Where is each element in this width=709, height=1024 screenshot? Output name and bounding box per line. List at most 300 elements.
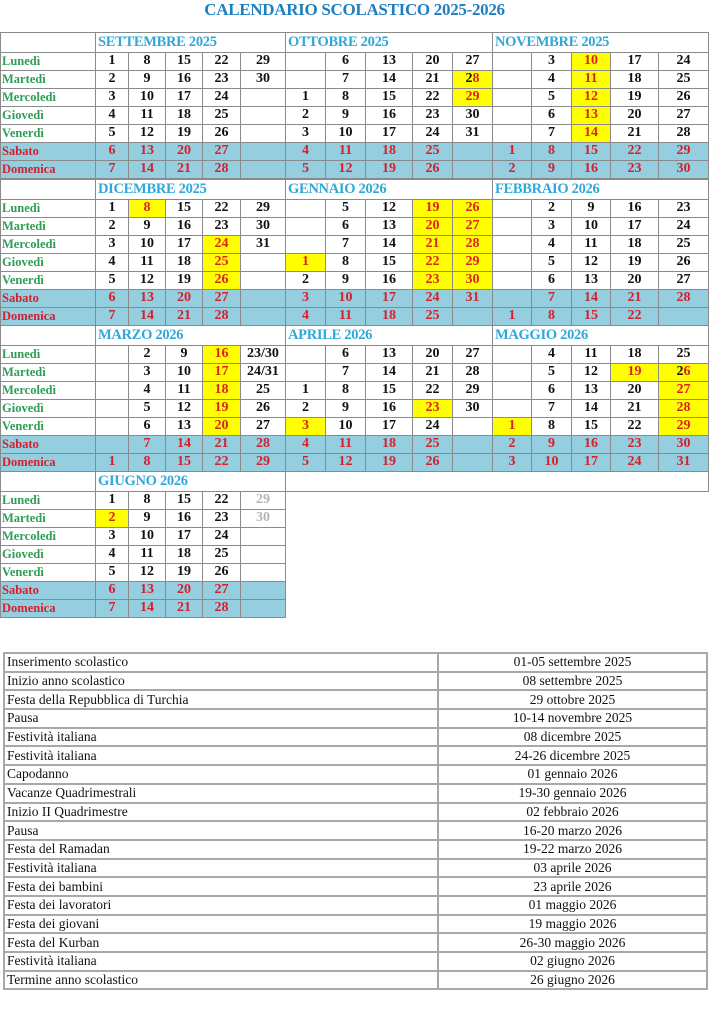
date-cell: [492, 435, 532, 454]
date-number: 19: [177, 272, 191, 287]
date-number: 1: [508, 308, 516, 323]
date-number: 6: [548, 107, 555, 122]
date-number: 25: [425, 143, 440, 158]
date-number: 8: [342, 254, 349, 269]
empty-date-cell: [240, 271, 286, 290]
date-cell: [412, 217, 453, 236]
date-number: 2: [508, 436, 516, 451]
empty-date-cell: [492, 399, 532, 418]
date-cell: [165, 527, 203, 546]
date-number: 28: [465, 236, 480, 251]
date-cell: [610, 199, 659, 218]
day-label: [0, 345, 96, 364]
date-cell: [128, 271, 166, 290]
date-number: 27: [214, 290, 229, 305]
date-number: 6: [108, 143, 116, 158]
date-number: 18: [627, 71, 642, 86]
date-cell: [285, 271, 326, 290]
date-number: 18: [177, 546, 191, 561]
empty-date-cell: [240, 289, 286, 308]
date-cell: [95, 271, 129, 290]
date-cell: [571, 235, 611, 254]
date-number: 31: [465, 290, 480, 305]
date-number: 10: [140, 236, 154, 251]
date-cell: [492, 160, 532, 179]
date-cell: [285, 399, 326, 418]
event-label: Pausa: [4, 821, 438, 840]
date-number: 22: [627, 143, 642, 158]
month-name: MARZO 2026: [98, 327, 184, 343]
event-row: [4, 709, 707, 728]
date-cell: [452, 363, 493, 382]
event-row: [4, 672, 707, 691]
empty-date-cell: [240, 563, 286, 582]
date-number: 26: [256, 400, 270, 415]
date-number: 29: [465, 254, 480, 269]
date-cell: [531, 363, 572, 382]
date-number: 20: [177, 290, 191, 305]
date-cell: [452, 345, 493, 364]
date-cell: [571, 381, 611, 400]
event-date: 01 maggio 2026: [438, 896, 707, 915]
event-label: Festa della Repubblica di Turchia: [4, 690, 438, 709]
date-cell: [165, 453, 203, 472]
day-label-text: Venerdì: [2, 273, 44, 287]
date-number: 12: [338, 161, 353, 176]
date-number: 22: [425, 382, 440, 397]
date-cell: [95, 509, 129, 528]
date-number: 18: [627, 236, 642, 251]
date-cell: [571, 307, 611, 326]
date-cell: [452, 381, 493, 400]
date-number: 10: [140, 89, 154, 104]
date-cell: [325, 307, 366, 326]
date-number: 13: [382, 346, 396, 361]
date-number: 27: [465, 53, 480, 68]
page-title: CALENDARIO SCOLASTICO 2025-2026: [204, 0, 505, 19]
date-cell: [610, 235, 659, 254]
date-cell: [658, 52, 709, 71]
date-cell: [285, 435, 326, 454]
date-cell: [492, 142, 532, 161]
date-number: 18: [177, 107, 191, 122]
date-number: 5: [108, 564, 116, 579]
date-number: 11: [140, 546, 154, 561]
date-cell: [202, 70, 241, 89]
date-number: 1: [302, 254, 309, 269]
date-number: 6: [108, 582, 116, 597]
date-cell: [412, 235, 453, 254]
date-cell: [165, 142, 203, 161]
date-number: 8: [143, 454, 151, 469]
date-cell: [571, 52, 611, 71]
date-cell: [365, 363, 413, 382]
date-cell: [202, 142, 241, 161]
date-cell: [240, 417, 286, 436]
empty-date-cell: [240, 124, 286, 143]
date-cell: [531, 235, 572, 254]
date-number: 2: [548, 200, 555, 215]
date-number: 5: [302, 454, 309, 469]
day-label-text: Mercoledì: [2, 529, 56, 543]
event-label: Festività italiana: [4, 952, 438, 971]
date-number: 24/31: [247, 364, 279, 379]
day-label: [0, 289, 96, 308]
event-row: [4, 877, 707, 896]
date-cell: [95, 581, 129, 600]
date-number: 10: [177, 364, 191, 379]
date-number: 2: [302, 272, 309, 287]
date-number: 8: [143, 53, 151, 68]
date-cell: [452, 289, 493, 308]
empty-date-cell: [492, 52, 532, 71]
date-number: 2: [508, 161, 516, 176]
date-number: 17: [627, 218, 642, 233]
date-number: [677, 364, 691, 379]
day-label: [0, 381, 96, 400]
day-label-text: Domenica: [2, 162, 56, 176]
date-number: 27: [676, 272, 691, 287]
empty-date-cell: [240, 88, 286, 107]
date-number: 15: [382, 89, 396, 104]
date-cell: [202, 491, 241, 510]
month-name: FEBBRAIO 2026: [495, 181, 600, 197]
event-row: [4, 728, 707, 747]
date-number: 2: [302, 107, 309, 122]
date-number: 30: [256, 510, 270, 525]
day-label: [0, 599, 96, 618]
date-cell: [571, 124, 611, 143]
date-cell: [610, 217, 659, 236]
date-number: 24: [425, 290, 440, 305]
date-cell: [531, 106, 572, 125]
date-cell: [285, 124, 326, 143]
event-row: [4, 784, 707, 803]
date-number: 17: [382, 418, 396, 433]
date-number: 4: [108, 546, 116, 561]
date-number: 14: [140, 600, 154, 615]
date-number: 11: [177, 382, 191, 397]
date-cell: [365, 381, 413, 400]
date-cell: [658, 217, 709, 236]
date-number: 28: [465, 364, 480, 379]
empty-date-cell: [492, 88, 532, 107]
date-cell: [452, 217, 493, 236]
day-label-text: Venerdì: [2, 565, 44, 579]
header-blank: [0, 471, 96, 492]
date-number: [466, 71, 480, 86]
month-name: NOVEMBRE 2025: [495, 34, 610, 50]
date-number: 16: [627, 200, 642, 215]
date-number: 31: [256, 236, 270, 251]
date-cell: [165, 235, 203, 254]
date-number: 4: [548, 71, 555, 86]
empty-date-cell: [285, 199, 326, 218]
date-cell: [658, 235, 709, 254]
date-number: 11: [140, 107, 154, 122]
date-number: 21: [627, 125, 642, 140]
date-cell: [128, 307, 166, 326]
event-row: [4, 896, 707, 915]
date-number: 9: [342, 272, 349, 287]
date-number: 20: [627, 272, 642, 287]
date-cell: [202, 307, 241, 326]
date-cell: [531, 345, 572, 364]
date-cell: [531, 289, 572, 308]
date-cell: [202, 563, 241, 582]
date-cell: [571, 199, 611, 218]
date-cell: [658, 453, 709, 472]
event-row: [4, 952, 707, 971]
date-cell: [325, 52, 366, 71]
empty-date-cell: [240, 253, 286, 272]
day-label: [0, 124, 96, 143]
date-cell: [165, 563, 203, 582]
date-number: 10: [584, 218, 598, 233]
date-cell: [571, 88, 611, 107]
date-number: 20: [425, 53, 440, 68]
date-number: 27: [214, 582, 229, 597]
date-number: 11: [140, 254, 154, 269]
date-number: 12: [584, 89, 598, 104]
header-blank: [0, 32, 96, 53]
date-number: 2: [108, 71, 116, 86]
date-number: 13: [382, 218, 396, 233]
date-number: 26: [214, 125, 229, 140]
date-number: 11: [584, 236, 598, 251]
date-number: 23: [214, 218, 229, 233]
date-number: 1: [508, 418, 516, 433]
date-cell: [610, 307, 659, 326]
date-number: 23: [676, 200, 691, 215]
date-number: 11: [338, 308, 353, 323]
empty-date-cell: [452, 307, 493, 326]
date-cell: [165, 88, 203, 107]
date-cell: [165, 509, 203, 528]
date-cell: [240, 217, 286, 236]
date-cell: [128, 491, 166, 510]
event-date: 29 ottobre 2025: [438, 690, 707, 709]
day-label-text: Sabato: [2, 437, 39, 451]
empty-date-cell: [452, 417, 493, 436]
date-number: 7: [342, 364, 349, 379]
date-cell: [610, 399, 659, 418]
date-cell: [658, 106, 709, 125]
date-number: 23: [214, 510, 229, 525]
day-label: [0, 70, 96, 89]
day-label: [0, 435, 96, 454]
day-label: [0, 307, 96, 326]
date-number: 9: [548, 161, 555, 176]
date-cell: [610, 289, 659, 308]
date-cell: [492, 417, 532, 436]
event-label: Festa del Kurban: [4, 933, 438, 952]
date-number: 30: [465, 400, 480, 415]
date-number: 25: [425, 308, 440, 323]
date-cell: [412, 453, 453, 472]
date-number: 27: [676, 107, 691, 122]
empty-date-cell: [95, 363, 129, 382]
date-cell: [325, 199, 366, 218]
event-date: 03 aprile 2026: [438, 859, 707, 878]
date-cell: [240, 435, 286, 454]
date-cell: [610, 142, 659, 161]
date-number: 26: [676, 254, 691, 269]
date-cell: [365, 217, 413, 236]
date-cell: [165, 289, 203, 308]
date-cell: [202, 509, 241, 528]
date-number: 26: [214, 272, 229, 287]
date-cell: [95, 527, 129, 546]
date-cell: [240, 70, 286, 89]
month-name: MAGGIO 2026: [495, 327, 588, 343]
date-cell: [658, 417, 709, 436]
date-number: 10: [338, 290, 353, 305]
date-cell: [531, 88, 572, 107]
date-number: 17: [177, 236, 191, 251]
date-number: 28: [214, 161, 229, 176]
date-cell: [128, 417, 166, 436]
date-cell: [285, 160, 326, 179]
date-number: 15: [382, 254, 396, 269]
date-cell: [202, 381, 241, 400]
date-number: 18: [382, 308, 396, 323]
date-number: 10: [338, 125, 353, 140]
date-number: 3: [508, 454, 516, 469]
date-number: 3: [143, 364, 151, 379]
date-cell: [531, 142, 572, 161]
event-date: 19 maggio 2026: [438, 915, 707, 934]
date-number: 19: [425, 200, 440, 215]
date-cell: [365, 345, 413, 364]
date-cell: [95, 235, 129, 254]
date-cell: [325, 142, 366, 161]
date-digit-red: 8: [472, 71, 480, 86]
date-number: 3: [302, 418, 309, 433]
empty-date-cell: [492, 363, 532, 382]
month-title: [492, 32, 709, 53]
date-cell: [658, 199, 709, 218]
month-name: DICEMBRE 2025: [98, 181, 207, 197]
date-number: 8: [342, 382, 349, 397]
date-number: 27: [214, 143, 229, 158]
date-cell: [571, 345, 611, 364]
date-number: 17: [177, 528, 191, 543]
date-number: 10: [544, 454, 559, 469]
date-number: 3: [302, 290, 309, 305]
date-number: 25: [676, 346, 691, 361]
date-number: 2: [108, 218, 116, 233]
date-cell: [610, 417, 659, 436]
empty-date-cell: [240, 142, 286, 161]
date-cell: [285, 106, 326, 125]
date-cell: [128, 253, 166, 272]
event-date: 02 febbraio 2026: [438, 803, 707, 822]
date-cell: [285, 453, 326, 472]
date-cell: [610, 381, 659, 400]
date-cell: [285, 88, 326, 107]
date-cell: [571, 363, 611, 382]
date-number: 29: [256, 200, 270, 215]
date-number: 9: [342, 400, 349, 415]
date-number: 19: [177, 125, 191, 140]
event-date: 26-30 maggio 2026: [438, 933, 707, 952]
event-date: 02 giugno 2026: [438, 952, 707, 971]
date-number: 5: [548, 254, 555, 269]
empty-date-cell: [95, 399, 129, 418]
date-number: 22: [627, 308, 642, 323]
date-number: 5: [548, 364, 555, 379]
date-cell: [240, 491, 286, 510]
date-cell: [128, 289, 166, 308]
event-row: [4, 933, 707, 952]
date-number: 18: [627, 346, 642, 361]
date-cell: [365, 199, 413, 218]
date-cell: [128, 363, 166, 382]
date-number: 19: [382, 161, 396, 176]
day-label-text: Giovedì: [2, 255, 44, 269]
empty-date-cell: [492, 217, 532, 236]
day-label-text: Sabato: [2, 291, 39, 305]
date-cell: [165, 399, 203, 418]
date-number: 28: [676, 290, 691, 305]
date-cell: [202, 199, 241, 218]
date-number: 1: [108, 53, 116, 68]
date-cell: [412, 88, 453, 107]
date-cell: [571, 160, 611, 179]
date-cell: [610, 253, 659, 272]
day-label-text: Giovedì: [2, 547, 44, 561]
date-cell: [531, 399, 572, 418]
date-cell: [202, 160, 241, 179]
date-number: 10: [140, 528, 154, 543]
date-number: 13: [140, 143, 154, 158]
date-number: 24: [425, 125, 440, 140]
date-cell: [412, 417, 453, 436]
date-number: 24: [214, 236, 229, 251]
date-cell: [452, 271, 493, 290]
date-number: 9: [143, 218, 151, 233]
date-number: 15: [177, 200, 191, 215]
date-cell: [202, 106, 241, 125]
date-number: 4: [302, 143, 309, 158]
date-number: 3: [302, 125, 309, 140]
empty-date-cell: [492, 106, 532, 125]
date-number: 29: [256, 454, 270, 469]
month-name: GIUGNO 2026: [98, 473, 188, 489]
date-number: 29: [465, 382, 480, 397]
date-cell: [531, 52, 572, 71]
date-cell: [95, 160, 129, 179]
date-number: 23: [627, 161, 642, 176]
date-cell: [202, 289, 241, 308]
header-blank: [0, 179, 96, 200]
date-number: 19: [627, 89, 642, 104]
event-label: Pausa: [4, 709, 438, 728]
date-cell: [165, 160, 203, 179]
date-number: 22: [627, 418, 642, 433]
event-label: Festività italiana: [4, 859, 438, 878]
day-label: [0, 253, 96, 272]
date-number: 22: [214, 200, 229, 215]
day-label: [0, 271, 96, 290]
date-number: 24: [425, 418, 440, 433]
month-name: GENNAIO 2026: [288, 181, 387, 197]
date-cell: [412, 399, 453, 418]
date-number: 9: [548, 436, 555, 451]
date-cell: [165, 199, 203, 218]
date-number: 19: [382, 454, 396, 469]
